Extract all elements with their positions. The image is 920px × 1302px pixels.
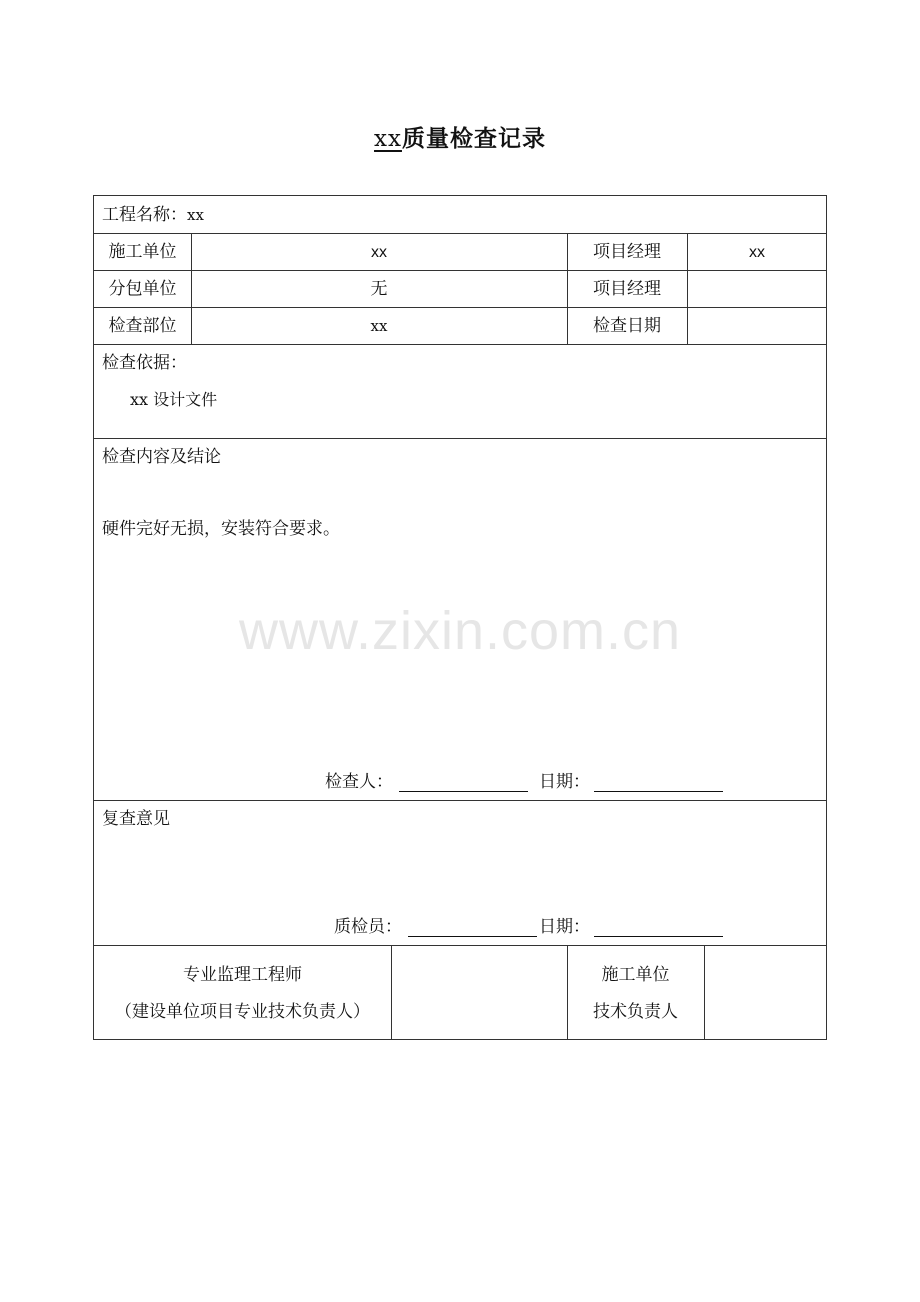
project-manager-label: 项目经理: [593, 242, 661, 262]
row-divider: [94, 438, 826, 439]
title-prefix: xx: [374, 126, 402, 152]
supervising-engineer-sublabel: （建设单位项目专业技术负责人）: [115, 1002, 370, 1022]
sub-project-manager-label: 项目经理: [593, 279, 661, 299]
quality-inspector-label: 质检员：: [334, 917, 402, 937]
row-divider: [94, 307, 826, 308]
subcontractor-value: 无: [370, 279, 388, 299]
row-divider: [94, 800, 826, 801]
inspector-label: 检查人：: [325, 772, 393, 792]
review-date-label: 日期：: [539, 917, 590, 937]
technical-lead-label: 技术负责人: [593, 1002, 678, 1022]
row-divider: [94, 945, 826, 946]
inspection-conclusion-text: 硬件完好无损，安装符合要求。: [102, 519, 340, 539]
inspection-location-value: xx: [370, 317, 388, 335]
inspection-sign-date-label: 日期：: [539, 772, 590, 792]
watermark: www.zixin.com.cn: [238, 601, 682, 661]
title-main: 质量检查记录: [401, 125, 546, 152]
inspection-basis-label: 检查依据：: [102, 353, 187, 373]
column-divider: [567, 945, 568, 1039]
project-name-value: xx: [187, 206, 204, 224]
inspection-location-label: 检查部位: [108, 316, 177, 336]
construction-unit-label: 施工单位: [108, 242, 177, 262]
document-title: [0, 120, 920, 153]
construction-unit-sign-label: 施工单位: [601, 965, 670, 985]
construction-unit-value: xx: [371, 244, 387, 261]
supervising-engineer-label: 专业监理工程师: [183, 965, 302, 985]
inspection-date-line: [594, 791, 723, 792]
row-divider: [94, 344, 826, 345]
inspection-basis-value: xx 设计文件: [130, 390, 218, 409]
project-manager-value: xx: [749, 244, 765, 261]
column-divider: [704, 945, 705, 1039]
row-divider: [94, 270, 826, 271]
inspector-signature-line: [399, 791, 528, 792]
inspection-date-label: 检查日期: [593, 316, 661, 336]
review-date-line: [594, 936, 723, 937]
project-name-field: [102, 205, 204, 225]
row-divider: [94, 233, 826, 234]
quality-inspector-signature-line: [408, 936, 537, 937]
review-opinion-label: 复查意见: [102, 809, 170, 829]
column-divider: [391, 945, 392, 1039]
inspection-content-label: 检查内容及结论: [102, 447, 221, 467]
project-name-label: 工程名称：: [102, 205, 187, 225]
subcontractor-label: 分包单位: [108, 279, 177, 299]
